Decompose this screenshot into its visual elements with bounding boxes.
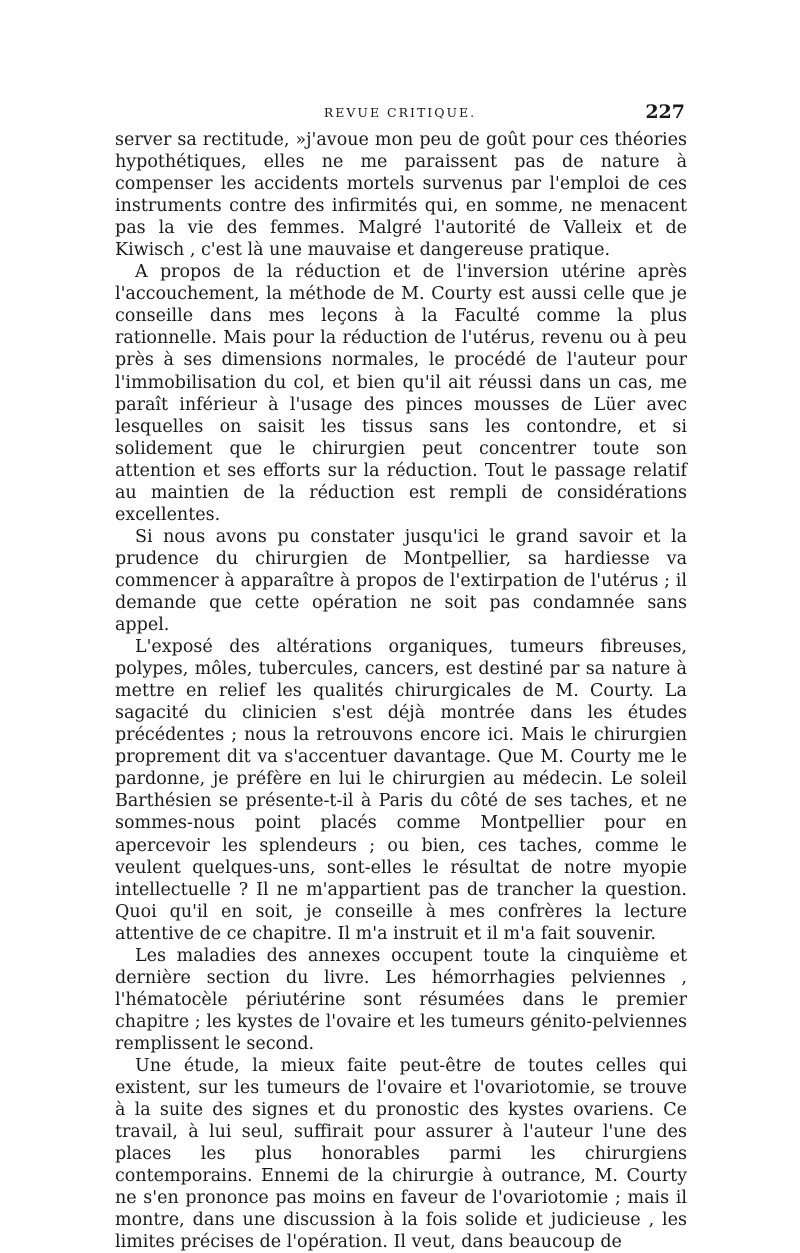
paragraph: server sa rectitude, »j'avoue mon peu de goût pour ces théories hypothétiques, elles ne me paraissent pas de nature à compenser les accidents mortels survenus par l'emploi de ces instruments contre des infirmités qui, en somme, ne menacent pas la vie des femmes. Malgré l'autorité de Valleix et de Kiwisch , c'est là une mauvaise et dangereuse pratique. bbox=[115, 130, 687, 261]
running-header bbox=[115, 101, 685, 125]
running-title: REVUE CRITIQUE. bbox=[323, 105, 477, 120]
page-number: 227 bbox=[645, 101, 685, 123]
paragraph: A propos de la réduction et de l'inversion utérine après l'accouchement, la méthode de M. Courty est aussi celle que je conseille dans mes leçons à la Faculté comme la plus rationnelle. Mais pour la réduction de l'utérus, revenu ou à peu près à ses dimensions normales, le procédé de l'auteur pour l'immobilisation du col, et bien qu'il ait réussi dans un cas, me paraît inférieur à l'usage des pinces mousses de Lüer avec lesquelles on saisit les tissus sans les contondre, et si solidement que le chirurgien peut concentrer toute son attention et ses efforts sur la réduction. Tout le passage relatif au maintien de la réduction est rempli de considérations excellentes. bbox=[115, 262, 687, 525]
paragraph: Si nous avons pu constater jusqu'ici le grand savoir et la prudence du chirurgien de Montpellier, sa hardiesse va commencer à apparaître à propos de l'extirpation de l'utérus ; il demande que cette opération ne soit pas condamnée sans appel. bbox=[115, 526, 687, 636]
paragraph: L'exposé des altérations organiques, tumeurs fibreuses, polypes, môles, tubercules, cancers, est destiné par sa nature à mettre en relief les qualités chirurgicales de M. Courty. La sagacité du clinicien s'est déjà montrée dans les études précédentes ; nous la retrouvons encore ici. Mais le chirurgien proprement dit va s'accentuer davantage. Que M. Courty me le pardonne, je préfère en lui le chirurgien au médecin. Le soleil Barthésien se présente-t-il à Paris du côté de ses taches, et ne sommes-nous point placés comme Montpellier pour en apercevoir les splendeurs ; ou bien, ces taches, comme le veulent quelques-uns, sont-elles le résultat de notre myopie intellectuelle ? Il ne m'appartient pas de trancher la question. Quoi qu'il en soit, je conseille à mes confrères la lecture attentive de ce chapitre. Il m'a instruit et il m'a fait souvenir. bbox=[115, 637, 687, 944]
body-text bbox=[115, 129, 687, 1253]
paragraph: Une étude, la mieux faite peut-être de toutes celles qui existent, sur les tumeurs de l'ovaire et l'ovariotomie, se trouve à la suite des signes et du pronostic des kystes ovariens. Ce travail, à lui seul, suffirait pour assurer à l'auteur l'une des places les plus honorables parmi les chirurgiens contemporains. Ennemi de la chirurgie à outrance, M. Courty ne s'en prononce pas moins en faveur de l'ovariotomie ; mais il montre, dans une discussion à la fois solide et judicieuse , les limites précises de l'opération. Il veut, dans beaucoup de bbox=[115, 1055, 687, 1253]
paragraph: Les maladies des annexes occupent toute la cinquième et dernière section du livre. Les hémorrhagies pelviennes , l'hématocèle périutérine sont résumées dans le premier chapitre ; les kystes de l'ovaire et les tumeurs génito-pelviennes remplissent le second. bbox=[115, 945, 687, 1054]
